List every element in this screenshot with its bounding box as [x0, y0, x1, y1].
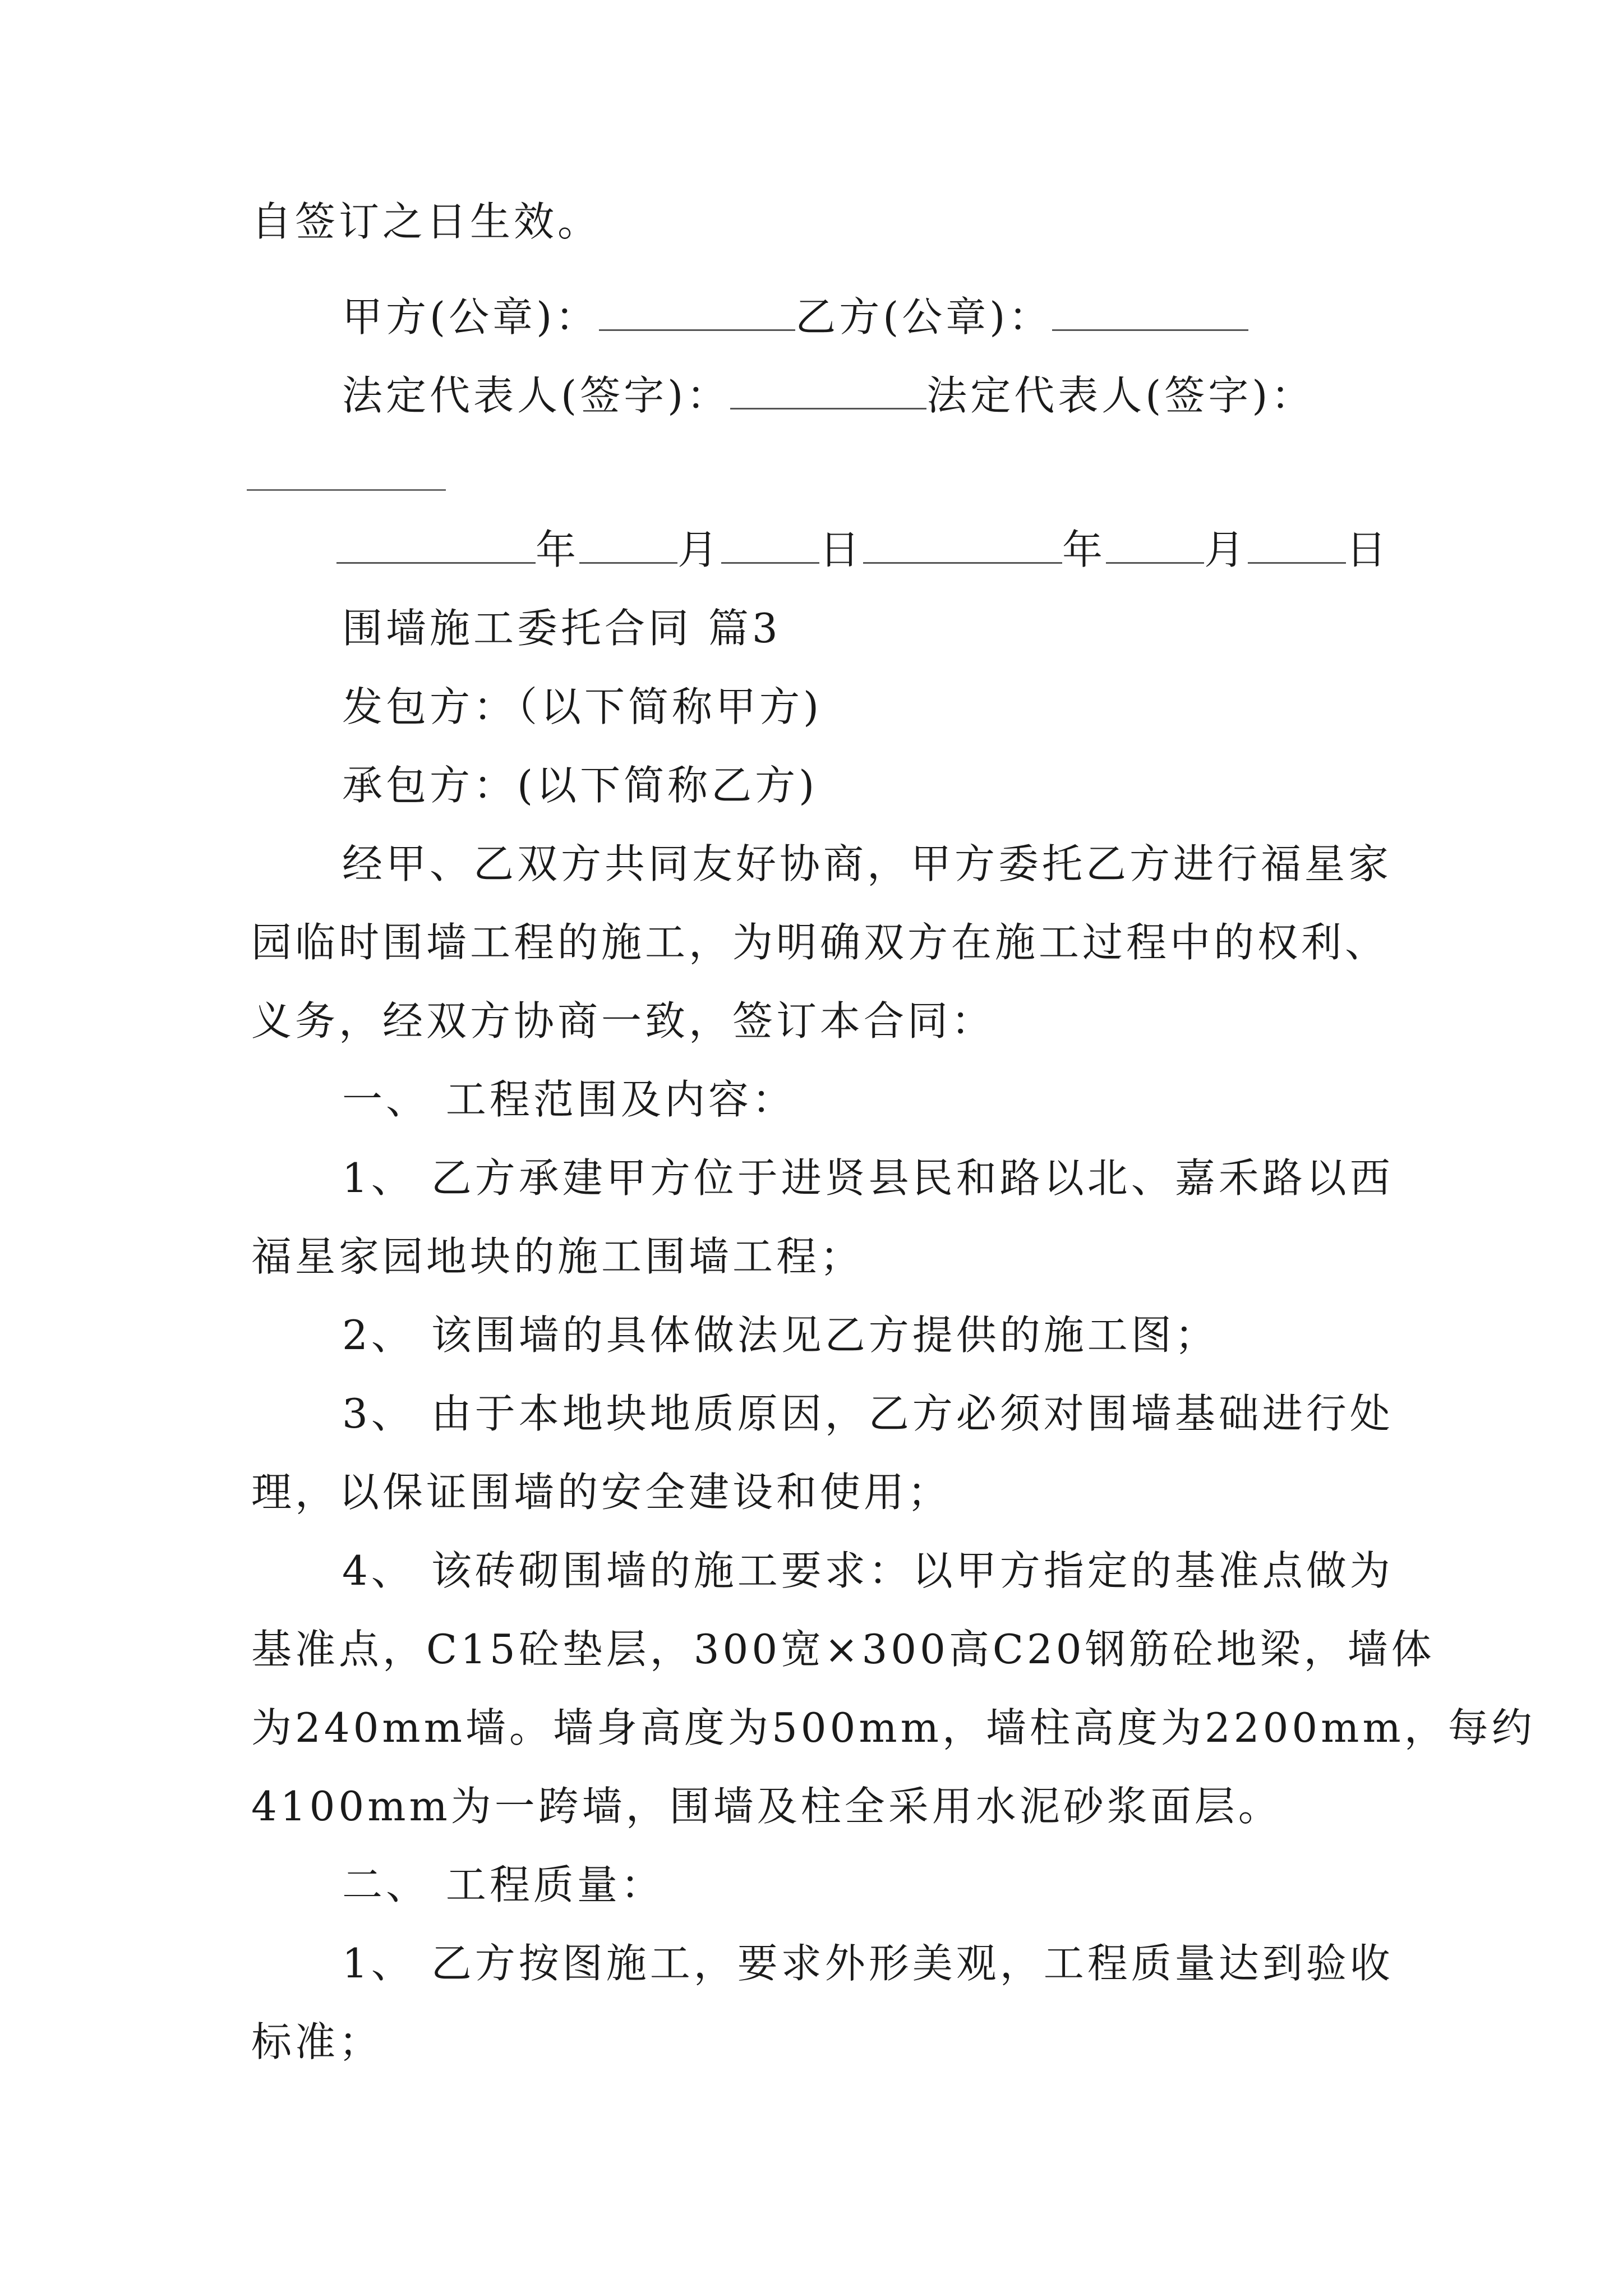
date-a-month-blank — [579, 528, 677, 564]
quality-line: 1、 乙方按图施工，要求外形美观，工程质量达到验收 — [342, 1940, 1394, 1987]
scope-line: 福星家园地块的施工围墙工程； — [251, 1233, 864, 1280]
date-a-day: 日 — [819, 526, 864, 573]
heading-scope: 一、 工程范围及内容： — [342, 1076, 796, 1123]
date-b-year-blank — [863, 528, 1062, 564]
date-a-month: 月 — [677, 526, 722, 573]
party-a-rep-blank — [730, 374, 926, 409]
party-a-rep-label: 法定代表人(签字)： — [342, 372, 731, 419]
effective-clause: 自签订之日生效。 — [251, 198, 602, 245]
date-b-day: 日 — [1346, 526, 1390, 573]
representative-line — [342, 370, 1315, 421]
intro-line: 义务，经双方协商一致，签订本合同： — [251, 997, 995, 1045]
heading-quality: 二、 工程质量： — [342, 1861, 665, 1908]
scope-line: 2、 该围墙的具体做法见乙方提供的施工图； — [342, 1312, 1219, 1359]
date-b-month-blank — [1106, 528, 1204, 564]
party-a-seal-label: 甲方(公章)： — [342, 293, 600, 341]
party-b-rep-label: 法定代表人(签字)： — [926, 372, 1315, 419]
seal-line — [342, 292, 1248, 342]
date-a-year-blank — [336, 528, 536, 564]
contractor-line: 承包方：(以下简称乙方) — [342, 762, 818, 809]
intro-line: 园临时围墙工程的施工，为明确双方在施工过程中的权利、 — [251, 919, 1389, 966]
scope-line: 3、 由于本地块地质原因，乙方必须对围墙基础进行处 — [342, 1390, 1394, 1437]
party-b-seal-label: 乙方(公章)： — [795, 293, 1053, 341]
scope-line: 基准点，C15砼垫层，300宽×300高C20钢筋砼地梁，墙体 — [251, 1626, 1435, 1673]
date-line — [336, 524, 1390, 575]
employer-line: 发包方：（以下简称甲方) — [342, 683, 823, 730]
date-a-day-blank — [721, 528, 819, 564]
date-b-day-blank — [1248, 528, 1346, 564]
section-title: 围墙施工委托合同 篇3 — [342, 605, 781, 652]
party-b-seal-blank — [1052, 296, 1248, 331]
scope-line: 理，以保证围墙的安全建设和使用； — [251, 1469, 952, 1516]
intro-line: 经甲、乙双方共同友好协商，甲方委托乙方进行福星家 — [342, 840, 1393, 887]
party-b-rep-blank — [247, 489, 446, 491]
scope-line: 4100mm为一跨墙，围墙及柱全采用水泥砂浆面层。 — [251, 1783, 1282, 1830]
scope-line: 4、 该砖砌围墙的施工要求：以甲方指定的基准点做为 — [342, 1547, 1394, 1594]
party-a-seal-blank — [599, 296, 795, 331]
scope-line: 1、 乙方承建甲方位于进贤县民和路以北、嘉禾路以西 — [342, 1154, 1394, 1202]
date-b-month: 月 — [1204, 526, 1248, 573]
scope-line: 为240mm墙。墙身高度为500mm，墙柱高度为2200mm，每约 — [251, 1704, 1536, 1751]
date-a-year: 年 — [536, 526, 580, 573]
quality-line: 标准； — [251, 2018, 383, 2065]
date-b-year: 年 — [1062, 526, 1106, 573]
